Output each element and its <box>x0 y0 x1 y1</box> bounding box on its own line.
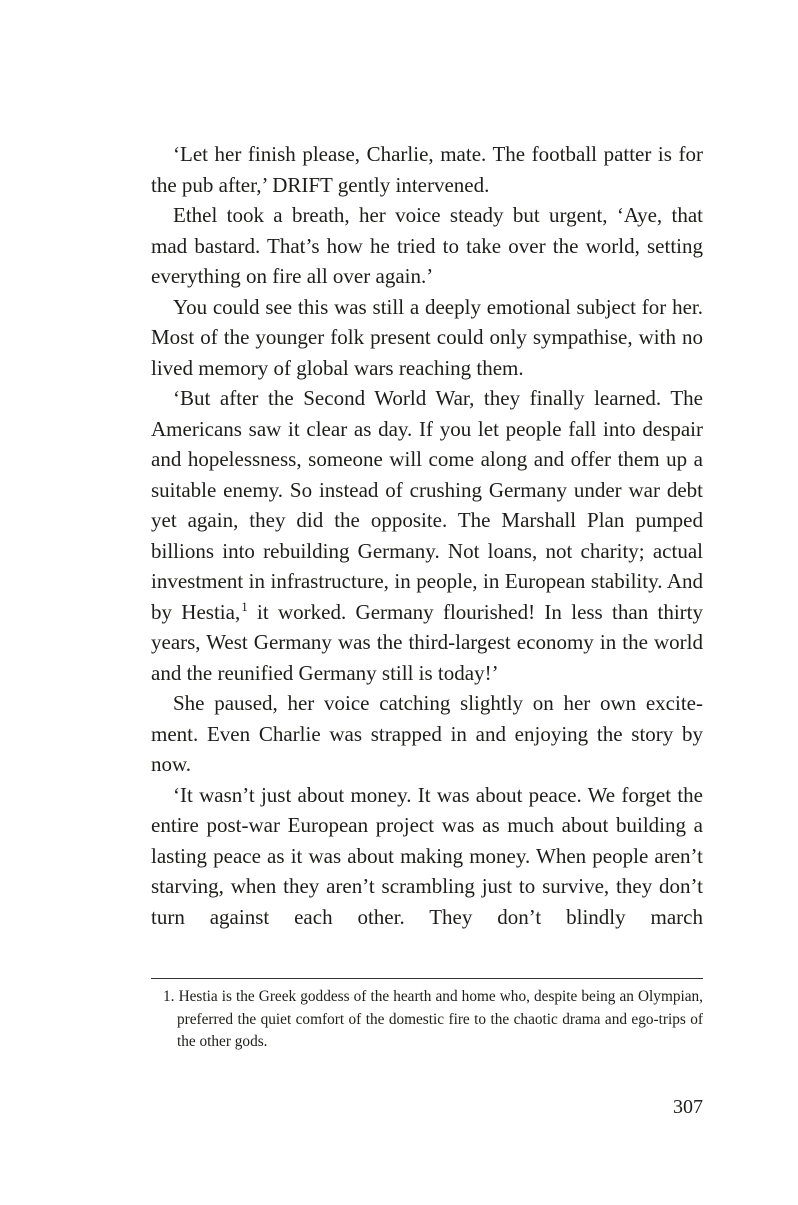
paragraph: ‘It wasn’t just about money. It was about peace. We forget the entire post-war European project was as much about building a lasting peace as it was about making money. When people aren’t starving, when they aren’t scrambling just to survive, they don’t turn against each other. They don’t blindly march <box>151 782 703 929</box>
footnote-reference[interactable]: 1 <box>241 598 248 614</box>
paragraph: You could see this was still a deeply emotional subject for her. Most of the younger folk present could only sympathise, with no lived memory of global wars reaching them. <box>151 294 703 380</box>
page-number: 307 <box>673 1096 703 1118</box>
footnote-divider <box>151 978 703 979</box>
footnotes <box>151 986 703 1054</box>
footnote-number: 1. <box>163 988 175 1005</box>
footnote-text: Hestia is the Greek goddess of the hearth and home who, despite being an Olympian, preferred the quiet comfort of the domestic fire to the chaotic drama and ego-trips of the other gods. <box>177 988 704 1050</box>
paragraph: She paused, her voice catching slightly on her own excitement. Even Charlie was strapped in and enjoying the story by now. <box>151 691 703 776</box>
footnote <box>151 986 703 1054</box>
paragraph: Ethel took a breath, her voice steady but urgent, ‘Aye, that mad bastard. That’s how he tried to take over the world, setting everything on fire all over again.’ <box>151 203 703 288</box>
paragraph: ‘Let her finish please, Charlie, mate. The football patter is for the pub after,’ DRIFT gently intervened. <box>151 142 703 197</box>
paragraph <box>151 383 703 688</box>
body-text <box>151 139 703 932</box>
paragraph-text: it worked. Germany flourished! In less than thirty years, West Germany was the third-largest economy in the world and the reunified Germany still is today!’ <box>151 599 703 685</box>
paragraph-text: ‘But after the Second World War, they finally learned. The Americans saw it clear as day. If you let people fall into despair and hopelessness, someone will come along and offer them up a suitable enemy. So instead of crushing Germany under war debt yet again, they did the opposite. The Marshall Plan pumped billions into rebuilding Germany. Not loans, not charity; actual investment in infrastructure, in people, in European stability. And by Hestia, <box>151 386 703 624</box>
